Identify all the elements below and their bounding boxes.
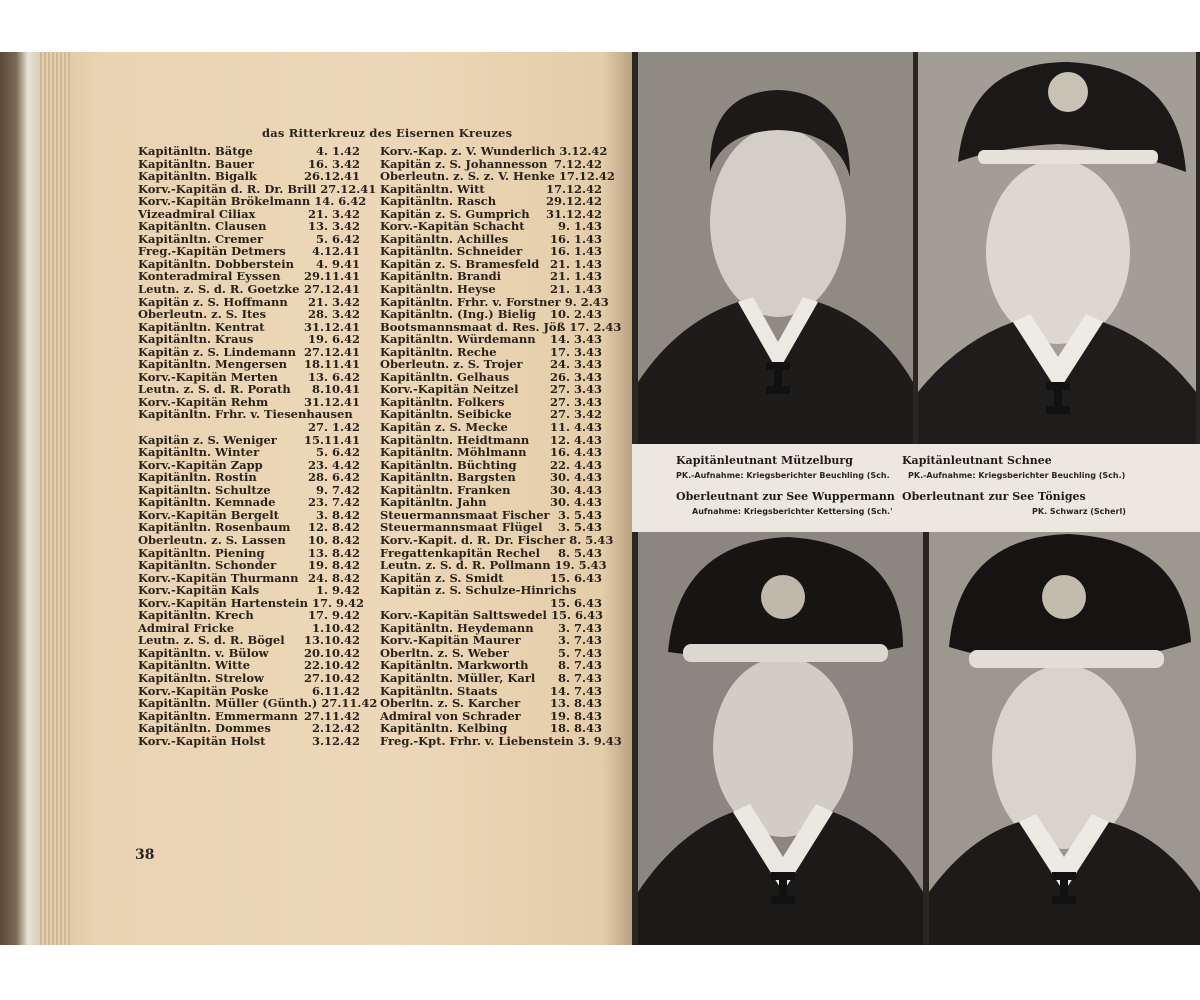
- recipient-name: Kapitän z. S. Mecke: [380, 420, 508, 435]
- recipient-name: Kapitänltn. Franken: [380, 482, 511, 497]
- award-date: 23. 7.42: [307, 495, 360, 510]
- award-entry: [138, 421, 360, 434]
- award-date: 27. 1.42: [307, 420, 360, 435]
- recipient-name: Kapitän z. S. Smidt: [380, 570, 504, 585]
- award-date: 27. 3.43: [549, 394, 602, 409]
- recipient-name: Korv.-Kapitän Holst: [138, 733, 266, 748]
- award-entry: [138, 672, 360, 685]
- list-heading: das Ritterkreuz des Eisernen Kreuzes: [262, 126, 513, 140]
- recipient-name: Oberleutn. z. S. Trojer: [380, 357, 523, 372]
- recipient-name: Kapitänltn. Mengersen: [138, 357, 288, 372]
- award-entry: [138, 308, 360, 321]
- award-date: 3. 5.43: [557, 507, 602, 522]
- recipient-name: Steuermannsmaat Flügel: [380, 520, 543, 535]
- recipient-name: Kapitänltn. Rasch: [380, 194, 497, 209]
- caption-credit-bottom-left: Aufnahme: Kriegsberichter Kettersing (Sch.': [692, 507, 893, 516]
- award-date: 3. 9.43: [577, 733, 622, 748]
- award-entry: [138, 220, 360, 233]
- recipient-name: Kapitänltn. Bigalk: [138, 169, 257, 184]
- recipient-name: Korv.-Kapit. d. R. Dr. Fischer: [380, 532, 566, 547]
- award-date: 1.10.42: [311, 620, 360, 635]
- recipient-name: Kapitänltn. Schultze: [138, 482, 271, 497]
- award-date: 22.10.42: [303, 658, 360, 673]
- award-entry: [138, 333, 360, 346]
- award-date: 16. 3.42: [307, 156, 360, 171]
- recipient-name: Kapitänltn. Bauer: [138, 156, 254, 171]
- award-date: 17.12.42: [545, 181, 602, 196]
- recipient-name: Kapitänltn. Heydemann: [380, 620, 534, 635]
- recipient-name: Kapitän z. S. Johannesson: [380, 156, 548, 171]
- award-date: 13. 8.42: [307, 545, 360, 560]
- award-entry: [380, 733, 622, 748]
- recipient-name: Kapitänltn. Kentrat: [138, 319, 265, 334]
- recipient-name: Kapitänltn. Winter: [138, 445, 260, 460]
- award-date: 31.12.42: [545, 206, 602, 221]
- recipient-name: Kapitänltn. Bätge: [138, 144, 253, 158]
- award-entry: [138, 145, 360, 158]
- award-entry: [138, 283, 360, 296]
- award-entry: [380, 558, 607, 573]
- recipient-name: Kapitänltn. Markworth: [380, 658, 529, 673]
- award-date: 8. 7.43: [557, 670, 602, 685]
- recipient-name: Oberleutn. z. S. Ites: [138, 307, 267, 322]
- award-entry: [380, 358, 602, 371]
- recipient-name: Bootsmannsmaat d. Res. Jöß: [380, 319, 566, 334]
- recipient-name: Vizeadmiral Ciliax: [138, 206, 256, 221]
- award-date: 21. 3.42: [307, 206, 360, 221]
- award-date: 26. 3.43: [549, 369, 602, 384]
- award-date: 12. 4.43: [549, 432, 602, 447]
- recipient-name: Kapitänltn. Müller, Karl: [380, 670, 536, 685]
- award-entry: [380, 144, 608, 158]
- award-entry: [380, 609, 602, 622]
- award-date: 9. 1.43: [557, 219, 602, 234]
- award-date: 4. 1.42: [315, 144, 360, 158]
- award-date: 27.10.42: [303, 670, 360, 685]
- award-date: 16. 1.43: [549, 231, 602, 246]
- award-date: 29.11.41: [303, 269, 360, 284]
- recipient-name: Kapitänltn. v. Bülow: [138, 645, 269, 660]
- award-date: 8.10.41: [311, 382, 360, 397]
- award-date: 19. 6.42: [307, 332, 360, 347]
- award-date: 9. 2.43: [564, 294, 609, 309]
- award-entry: [380, 169, 615, 184]
- recipient-name: Kapitänltn. Brandi: [380, 269, 502, 284]
- award-date: 15. 6.43: [549, 595, 602, 610]
- award-date: 4.12.41: [311, 244, 360, 259]
- recipient-name: Kapitän z. S. Weniger: [138, 432, 277, 447]
- recipient-name: Kapitänltn. Emmermann: [138, 708, 298, 723]
- award-date: 27.12.41: [303, 344, 360, 359]
- recipient-name: Oberltn. z. S. Weber: [380, 645, 509, 660]
- recipient-name: Kapitänltn. Reche: [380, 344, 497, 359]
- recipient-name: Kapitänltn. Frhr. v. Forstner: [380, 294, 561, 309]
- award-list-column-1: [138, 144, 378, 748]
- award-date: 21. 3.42: [307, 294, 360, 309]
- award-entry: [138, 170, 360, 183]
- recipient-name: Korv.-Kapitän Maurer: [380, 633, 521, 648]
- award-date: 9. 7.42: [315, 482, 360, 497]
- award-date: 13. 3.42: [307, 219, 360, 234]
- award-date: 8. 5.43: [557, 545, 602, 560]
- award-date: 8. 5.43: [569, 532, 614, 547]
- award-date: 31.12.41: [303, 319, 360, 334]
- recipient-name: Leutn. z. S. d. R. Bögel: [138, 633, 285, 648]
- recipient-name: Kapitänltn. Büchting: [380, 457, 517, 472]
- recipient-name: Kapitänltn. Krech: [138, 608, 254, 623]
- recipient-name: Kapitänltn. Staats: [380, 683, 498, 698]
- award-date: 27.11.42: [303, 708, 360, 723]
- award-date: 16. 1.43: [549, 244, 602, 259]
- recipient-name: Kapitänltn. Heidtmann: [380, 432, 530, 447]
- award-entry: [138, 696, 378, 711]
- award-list-column-2: [380, 144, 622, 748]
- recipient-name: Korv.-Kapitän Kals: [138, 583, 260, 598]
- award-date: 21. 1.43: [549, 282, 602, 297]
- award-date: 8. 7.43: [557, 658, 602, 673]
- recipient-name: Oberleutn. z. S. z. V. Henke: [380, 169, 555, 184]
- right-page-photos: [632, 52, 1200, 945]
- award-date: 17. 2.43: [569, 319, 622, 334]
- award-entry: [138, 446, 360, 459]
- award-entry: [380, 446, 602, 459]
- recipient-name: Kapitänltn. Witte: [138, 658, 251, 673]
- award-entry: [380, 634, 602, 647]
- recipient-name: Kapitänltn. Heyse: [380, 282, 496, 297]
- recipient-name: Kapitänltn. Kraus: [138, 332, 254, 347]
- caption-name-bottom-left: Oberleutnant zur See Wuppermann: [676, 490, 895, 503]
- recipient-name: Kapitänltn. Schneider: [380, 244, 523, 259]
- award-date: 5. 7.43: [557, 645, 602, 660]
- award-date: 23. 4.42: [307, 457, 360, 472]
- recipient-name: Kapitänltn. Bargsten: [380, 470, 516, 485]
- award-date: 30. 4.43: [549, 482, 602, 497]
- caption-credit-bottom-right: PK. Schwarz (Scherl): [1032, 507, 1126, 516]
- award-date: 27.11.42: [321, 696, 378, 711]
- recipient-name: Leutn. z. S. d. R. Goetzke: [138, 282, 300, 297]
- award-date: 27. 3.43: [549, 382, 602, 397]
- recipient-name: Korv.-Kapitän Hartenstein: [138, 595, 308, 610]
- award-date: 16. 4.43: [549, 445, 602, 460]
- recipient-name: Kapitänltn. Dommes: [138, 721, 271, 736]
- award-date: 5. 6.42: [315, 445, 360, 460]
- award-date: 17. 3.43: [549, 344, 602, 359]
- recipient-name: Freg.-Kapitän Detmers: [138, 244, 286, 259]
- recipient-name: Fregattenkapitän Rechel: [380, 545, 541, 560]
- award-date: 21. 1.43: [549, 269, 602, 284]
- award-date: 15. 6.43: [550, 608, 603, 623]
- award-date: 28. 6.42: [307, 470, 360, 485]
- recipient-name: Korv.-Kapitän Schacht: [380, 219, 525, 234]
- award-date: 4. 9.41: [315, 256, 360, 271]
- recipient-name: Kapitänltn. Müller (Günth.): [138, 696, 318, 711]
- recipient-name: Admiral Fricke: [138, 620, 235, 635]
- award-date: 28. 3.42: [307, 307, 360, 322]
- award-entry: [380, 471, 602, 484]
- recipient-name: Kapitänltn. Jahn: [380, 495, 487, 510]
- recipient-name: Kapitänltn. Schonder: [138, 558, 277, 573]
- recipient-name: Kapitän z. S. Gumprich: [380, 206, 530, 221]
- recipient-name: Kapitänltn. Möhlmann: [380, 445, 527, 460]
- award-date: 19. 8.43: [549, 708, 602, 723]
- award-entry: [138, 609, 360, 622]
- award-entry: [380, 333, 602, 346]
- award-entry: [380, 532, 614, 547]
- award-date: 13. 8.43: [549, 696, 602, 711]
- award-entry: [138, 194, 367, 209]
- award-entry: [380, 672, 602, 685]
- recipient-name: Kapitän z. S. Bramesfeld: [380, 256, 540, 271]
- open-book: [0, 52, 1200, 945]
- award-entry: [138, 496, 360, 509]
- recipient-name: Korv.-Kapitän Brökelmann: [138, 194, 311, 209]
- award-date: 7.12.42: [553, 156, 602, 171]
- recipient-name: Korv.-Kapitän Thurmann: [138, 570, 299, 585]
- recipient-name: Freg.-Kpt. Frhr. v. Liebenstein: [380, 733, 574, 748]
- award-date: 5. 6.42: [315, 231, 360, 246]
- recipient-name: Kapitänltn. Würdemann: [380, 332, 536, 347]
- award-date: [598, 584, 602, 597]
- award-entry: [380, 421, 602, 434]
- recipient-name: Kapitänltn. Strelow: [138, 670, 264, 685]
- award-entry: [138, 471, 360, 484]
- award-date: 17.12.42: [558, 169, 615, 184]
- award-date: 10. 8.42: [307, 532, 360, 547]
- award-date: 22. 4.43: [549, 457, 602, 472]
- award-date: 3. 7.43: [557, 620, 602, 635]
- recipient-name: Kapitänltn. Cremer: [138, 231, 264, 246]
- award-date: 24. 8.42: [307, 570, 360, 585]
- recipient-name: Kapitänltn. Witt: [380, 181, 485, 196]
- award-date: 31.12.41: [303, 394, 360, 409]
- recipient-name: Kapitänltn. Piening: [138, 545, 265, 560]
- caption-credit-top-right: PK.-Aufnahme: Kriegsberichter Beuchling (Sch.): [908, 471, 1126, 480]
- recipient-name: Korv.-Kapitän Salttswedel: [380, 608, 547, 623]
- award-entry: [138, 534, 360, 547]
- portrait-photo-top-right: [918, 52, 1196, 444]
- recipient-name: Kapitänltn. Rosenbaum: [138, 520, 291, 535]
- award-entry: [380, 195, 602, 208]
- award-entry: [138, 634, 360, 647]
- recipient-name: Kapitänltn. Achilles: [380, 231, 509, 246]
- award-date: 2.12.42: [311, 721, 360, 736]
- recipient-name: Korv.-Kapitän Neitzel: [380, 382, 519, 397]
- award-date: 30. 4.43: [549, 470, 602, 485]
- award-entry: [138, 735, 360, 748]
- recipient-name: Kapitänltn. (Ing.) Bielig: [380, 307, 536, 322]
- recipient-name: Leutn. z. S. d. R. Porath: [138, 382, 291, 397]
- recipient-name: Kapitänltn. Rostin: [138, 470, 257, 485]
- recipient-name: Kapitänltn. Frhr. v. Tiesenhausen: [138, 407, 353, 422]
- award-date: 13.10.42: [303, 633, 360, 648]
- page-stack-edge: [40, 52, 70, 945]
- award-date: 19. 8.42: [307, 558, 360, 573]
- award-entry: [138, 559, 360, 572]
- recipient-name: Kapitän z. S. Hoffmann: [138, 294, 288, 309]
- award-date: 17. 9.42: [307, 608, 360, 623]
- award-entry: [138, 358, 360, 371]
- award-date: 27.12.41: [320, 181, 377, 196]
- award-date: 12. 8.42: [307, 520, 360, 535]
- award-entry: [380, 722, 602, 735]
- award-entry: [138, 584, 360, 597]
- award-date: 10. 2.43: [549, 307, 602, 322]
- award-date: 3.12.42: [559, 144, 608, 158]
- recipient-name: Admiral von Schrader: [380, 708, 521, 723]
- award-date: 1. 9.42: [315, 583, 360, 598]
- award-date: 19. 5.43: [554, 558, 607, 573]
- award-date: 18. 8.43: [549, 721, 602, 736]
- award-date: 24. 3.43: [549, 357, 602, 372]
- recipient-name: Kapitänltn. Seibicke: [380, 407, 512, 422]
- award-date: 3. 8.42: [315, 507, 360, 522]
- award-entry: [380, 496, 602, 509]
- award-date: 3.12.42: [311, 733, 360, 748]
- recipient-name: Oberleutn. z. S. Lassen: [138, 532, 286, 547]
- recipient-name: Kapitän z. S. Schulze-Hinrichs: [380, 583, 577, 598]
- recipient-name: Kapitän z. S. Lindemann: [138, 344, 296, 359]
- award-date: 15. 6.43: [549, 570, 602, 585]
- award-entry: [380, 283, 602, 296]
- award-date: 30. 4.43: [549, 495, 602, 510]
- recipient-name: Korv.-Kapitän d. R. Dr. Brill: [138, 181, 317, 196]
- recipient-name: Konteradmiral Eyssen: [138, 269, 281, 284]
- award-date: 27.12.41: [303, 282, 360, 297]
- portrait-photo-top-left: [638, 52, 913, 444]
- award-date: 29.12.42: [545, 194, 602, 209]
- award-entry: [380, 220, 602, 233]
- award-date: 14. 6.42: [314, 194, 367, 209]
- award-entry: [380, 584, 602, 597]
- award-date: 3. 7.43: [557, 633, 602, 648]
- caption-name-top-right: Kapitänleutnant Schnee: [902, 454, 1052, 467]
- award-date: 13. 6.42: [307, 369, 360, 384]
- recipient-name: Korv.-Kapitän Zapp: [138, 457, 263, 472]
- recipient-name: Kapitänltn. Folkers: [380, 394, 505, 409]
- award-date: 26.12.41: [303, 169, 360, 184]
- award-entry: [380, 697, 602, 710]
- caption-name-bottom-right: Oberleutnant zur See Töniges: [902, 490, 1086, 503]
- award-date: 17. 9.42: [311, 595, 364, 610]
- recipient-name: Kapitänltn. Gelhaus: [380, 369, 510, 384]
- page-number: 38: [135, 847, 155, 863]
- caption-name-top-left: Kapitänleutnant Mützelburg: [676, 454, 853, 467]
- recipient-name: Korv.-Kapitän Merten: [138, 369, 278, 384]
- recipient-name: Korv.-Kapitän Bergelt: [138, 507, 279, 522]
- award-date: 14. 3.43: [549, 332, 602, 347]
- award-date: 14. 7.43: [549, 683, 602, 698]
- award-entry: [138, 722, 360, 735]
- recipient-name: Korv.-Kapitän Rehm: [138, 394, 269, 409]
- recipient-name: Leutn. z. S. d. R. Pollmann: [380, 558, 551, 573]
- award-date: 15.11.41: [303, 432, 360, 447]
- book-cover-edge: [0, 52, 40, 945]
- portrait-photo-bottom-left: [638, 532, 923, 945]
- recipient-name: Oberltn. z. S. Karcher: [380, 696, 521, 711]
- recipient-name: Kapitänltn. Kelbing: [380, 721, 508, 736]
- award-date: 21. 1.43: [549, 256, 602, 271]
- recipient-name: Korv.-Kap. z. V. Wunderlich: [380, 144, 556, 158]
- award-date: 3. 5.43: [557, 520, 602, 535]
- photo-caption-band: [632, 444, 1200, 532]
- portrait-photo-bottom-right: [929, 532, 1200, 945]
- caption-credit-top-left: PK.-Aufnahme: Kriegsberichter Beuchling (Sch.: [676, 471, 890, 480]
- recipient-name: Steuermannsmaat Fischer: [380, 507, 550, 522]
- award-date: 11. 4.43: [549, 420, 602, 435]
- recipient-name: Kapitänltn. Dobberstein: [138, 256, 294, 271]
- recipient-name: Korv.-Kapitän Poske: [138, 683, 269, 698]
- award-date: 27. 3.42: [549, 407, 602, 422]
- award-date: 6.11.42: [311, 683, 360, 698]
- recipient-name: Kapitänltn. Clausen: [138, 219, 267, 234]
- award-date: 20.10.42: [303, 645, 360, 660]
- recipient-name: Kapitänltn. Kemnade: [138, 495, 276, 510]
- award-entry: [380, 308, 602, 321]
- award-date: 18.11.41: [303, 357, 360, 372]
